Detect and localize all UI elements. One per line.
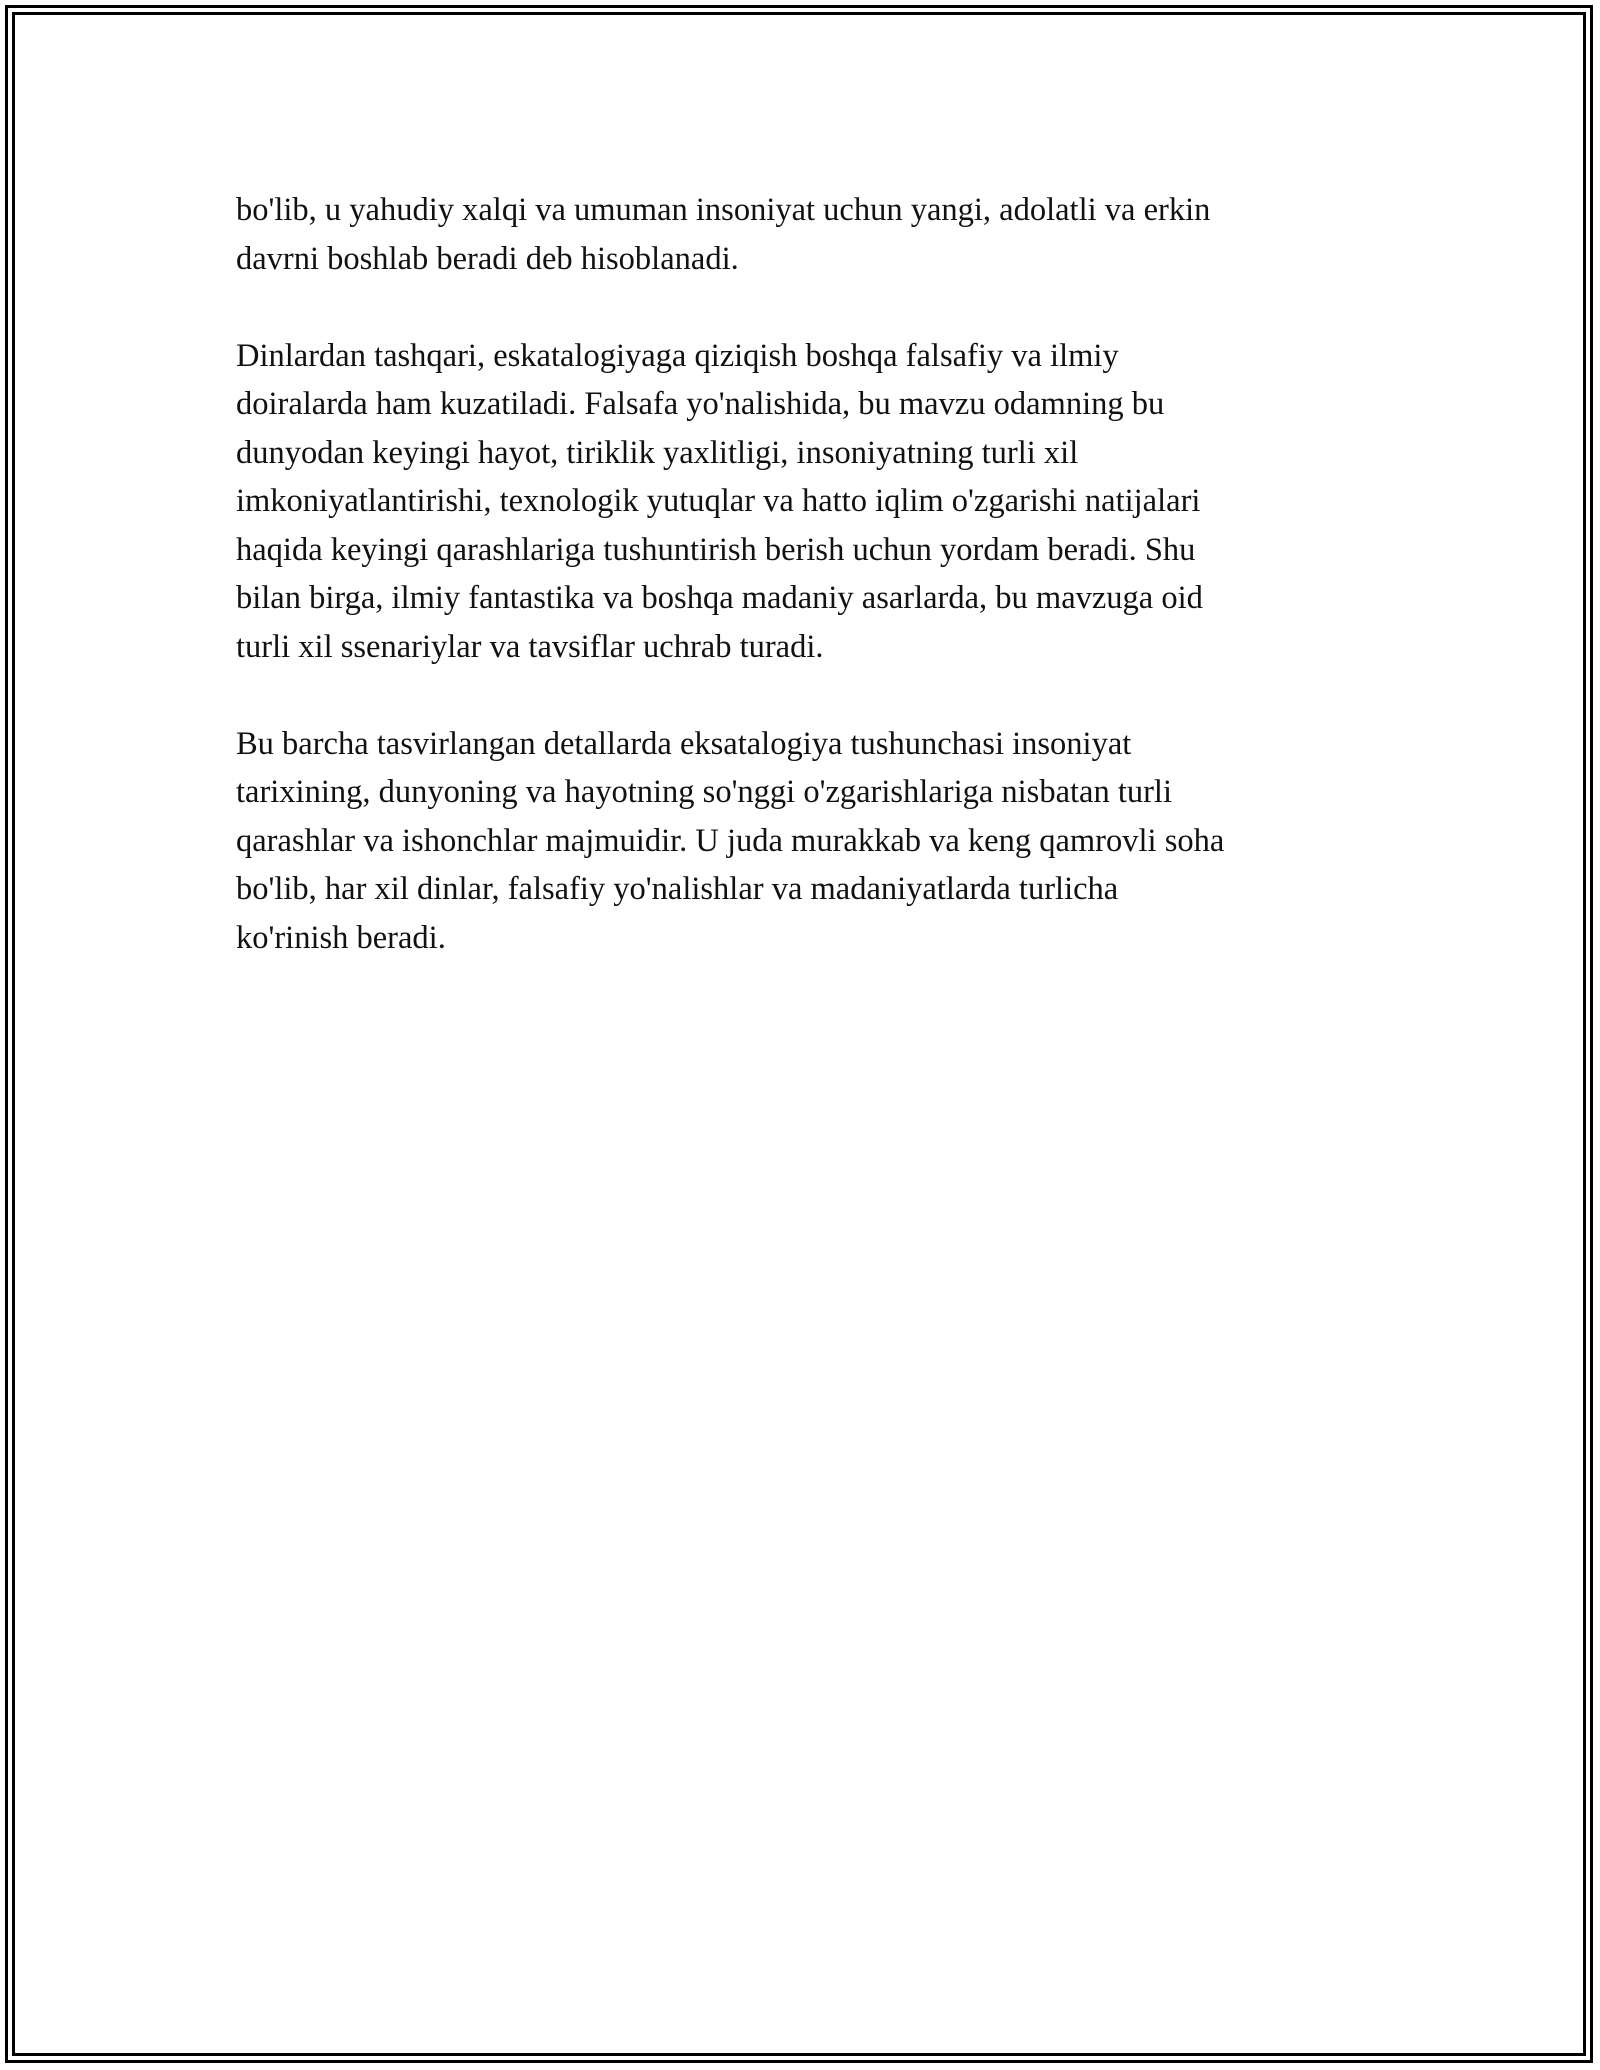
paragraph-1: bo'lib, u yahudiy xalqi va umuman insoniyat uchun yangi, adolatli va erkin davrni boshlab beradi deb hisoblanadi. <box>236 192 1211 277</box>
document-body <box>236 186 1366 1011</box>
paragraph-3: Bu barcha tasvirlangan detallarda eksatalogiya tushunchasi insoniyat tarixining, dunyoning va hayotning so'nggi o'zgarishlariga nisbatan turli qarashlar va ishonchlar majmuidir. U juda murakkab va keng qamrovli soha bo'lib, har xil dinlar, falsafiy yo'nalishlar va madaniyatlarda turlicha ko'rinish beradi. <box>236 725 1225 956</box>
paragraph-2: Dinlardan tashqari, eskatalogiyaga qiziqish boshqa falsafiy va ilmiy doiralarda ham kuzatiladi. Falsafa yo'nalishida, bu mavzu odamning bu dunyodan keyingi hayot, tiriklik yaxlitligi, insoniyatning turli xil imkoniyatlantirishi, texnologik yutuqlar va hatto iqlim o'zgarishi natijalari haqida keyingi qarashlariga tushuntirish berish uchun yordam beradi. Shu bilan birga, ilmiy fantastika va boshqa madaniy asarlarda, bu mavzuga oid turli xil ssenariylar va tavsiflar uchrab turadi. <box>236 337 1203 665</box>
